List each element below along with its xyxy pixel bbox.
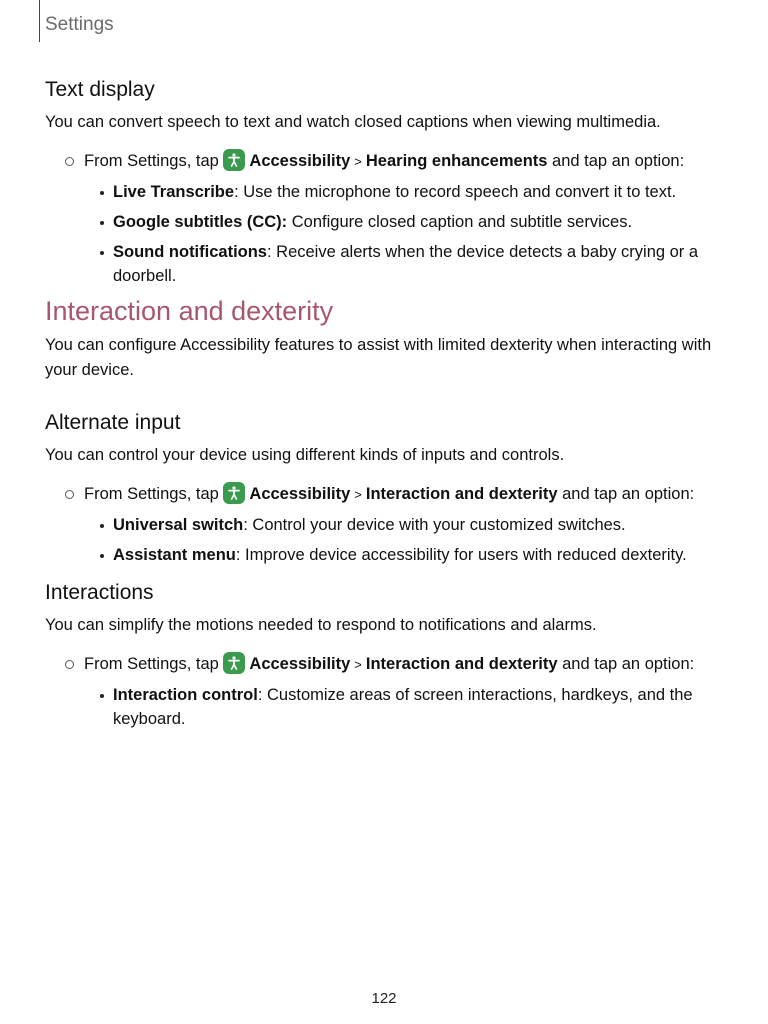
text-display-options	[45, 180, 735, 288]
bullet-icon	[100, 191, 104, 195]
list-item	[113, 683, 735, 731]
alternate-input-options	[45, 513, 735, 567]
interactions-intro: You can simplify the motions needed to respond to notifications and alarms.	[45, 616, 597, 634]
step-app-name: Accessibility	[249, 152, 351, 170]
step-suffix: and tap an option:	[552, 152, 685, 170]
option-desc: : Improve device accessibility for users with reduced dexterity.	[235, 546, 687, 564]
alternate-input-step	[45, 482, 735, 507]
step-suffix: and tap an option:	[562, 485, 695, 503]
step-menu-name: Interaction and dexterity	[365, 485, 558, 503]
step-marker-icon	[65, 660, 74, 669]
option-desc: : Control your device with your customized switches.	[243, 516, 626, 534]
step-separator: >	[354, 154, 362, 169]
step-separator: >	[354, 657, 362, 672]
interactions-options	[45, 683, 735, 731]
interaction-dexterity-intro: You can configure Accessibility features to assist with limited dexterity when interacting with your device.	[45, 336, 712, 379]
bullet-icon	[100, 221, 104, 225]
option-desc: : Customize areas of screen interactions, hardkeys, and the keyboard.	[113, 686, 693, 728]
step-app-name: Accessibility	[249, 485, 351, 503]
option-term: Live Transcribe	[113, 183, 235, 201]
option-term: Interaction control	[113, 686, 258, 704]
accessibility-icon	[223, 149, 245, 171]
step-menu-name: Hearing enhancements	[365, 152, 548, 170]
bullet-icon	[100, 251, 104, 255]
bullet-icon	[100, 554, 104, 558]
option-desc: Configure closed caption and subtitle services.	[287, 213, 633, 231]
accessibility-icon	[223, 652, 245, 674]
list-item	[113, 240, 735, 288]
interactions-step	[45, 652, 735, 677]
list-item	[113, 210, 735, 234]
step-marker-icon	[65, 490, 74, 499]
step-menu-name: Interaction and dexterity	[365, 655, 558, 673]
page-content	[45, 76, 735, 737]
option-desc: : Receive alerts when the device detects a baby crying or a doorbell.	[113, 243, 699, 285]
alternate-input-intro: You can control your device using different kinds of inputs and controls.	[45, 446, 565, 464]
list-item	[113, 180, 735, 204]
bullet-icon	[100, 524, 104, 528]
text-display-intro: You can convert speech to text and watch closed captions when viewing multimedia.	[45, 113, 661, 131]
step-prefix: From Settings, tap	[84, 485, 219, 503]
option-term: Google subtitles (CC):	[113, 213, 288, 231]
step-prefix: From Settings, tap	[84, 655, 219, 673]
text-display-step	[45, 149, 735, 174]
step-prefix: From Settings, tap	[84, 152, 219, 170]
list-item	[113, 513, 735, 537]
option-term: Universal switch	[113, 516, 244, 534]
step-suffix: and tap an option:	[562, 655, 695, 673]
option-term: Assistant menu	[113, 546, 236, 564]
interaction-dexterity-heading: Interaction and dexterity	[45, 296, 334, 326]
accessibility-icon	[223, 482, 245, 504]
step-marker-icon	[65, 157, 74, 166]
option-term: Sound notifications	[113, 243, 267, 261]
header-divider	[39, 0, 40, 42]
header-title: Settings	[45, 14, 114, 35]
alternate-input-heading: Alternate input	[45, 411, 181, 434]
step-separator: >	[354, 487, 362, 502]
text-display-heading: Text display	[45, 78, 155, 101]
list-item	[113, 543, 735, 567]
page-number: 122	[371, 990, 397, 1007]
step-app-name: Accessibility	[249, 655, 351, 673]
option-desc: : Use the microphone to record speech and convert it to text.	[234, 183, 677, 201]
bullet-icon	[100, 694, 104, 698]
interactions-heading: Interactions	[45, 581, 154, 604]
